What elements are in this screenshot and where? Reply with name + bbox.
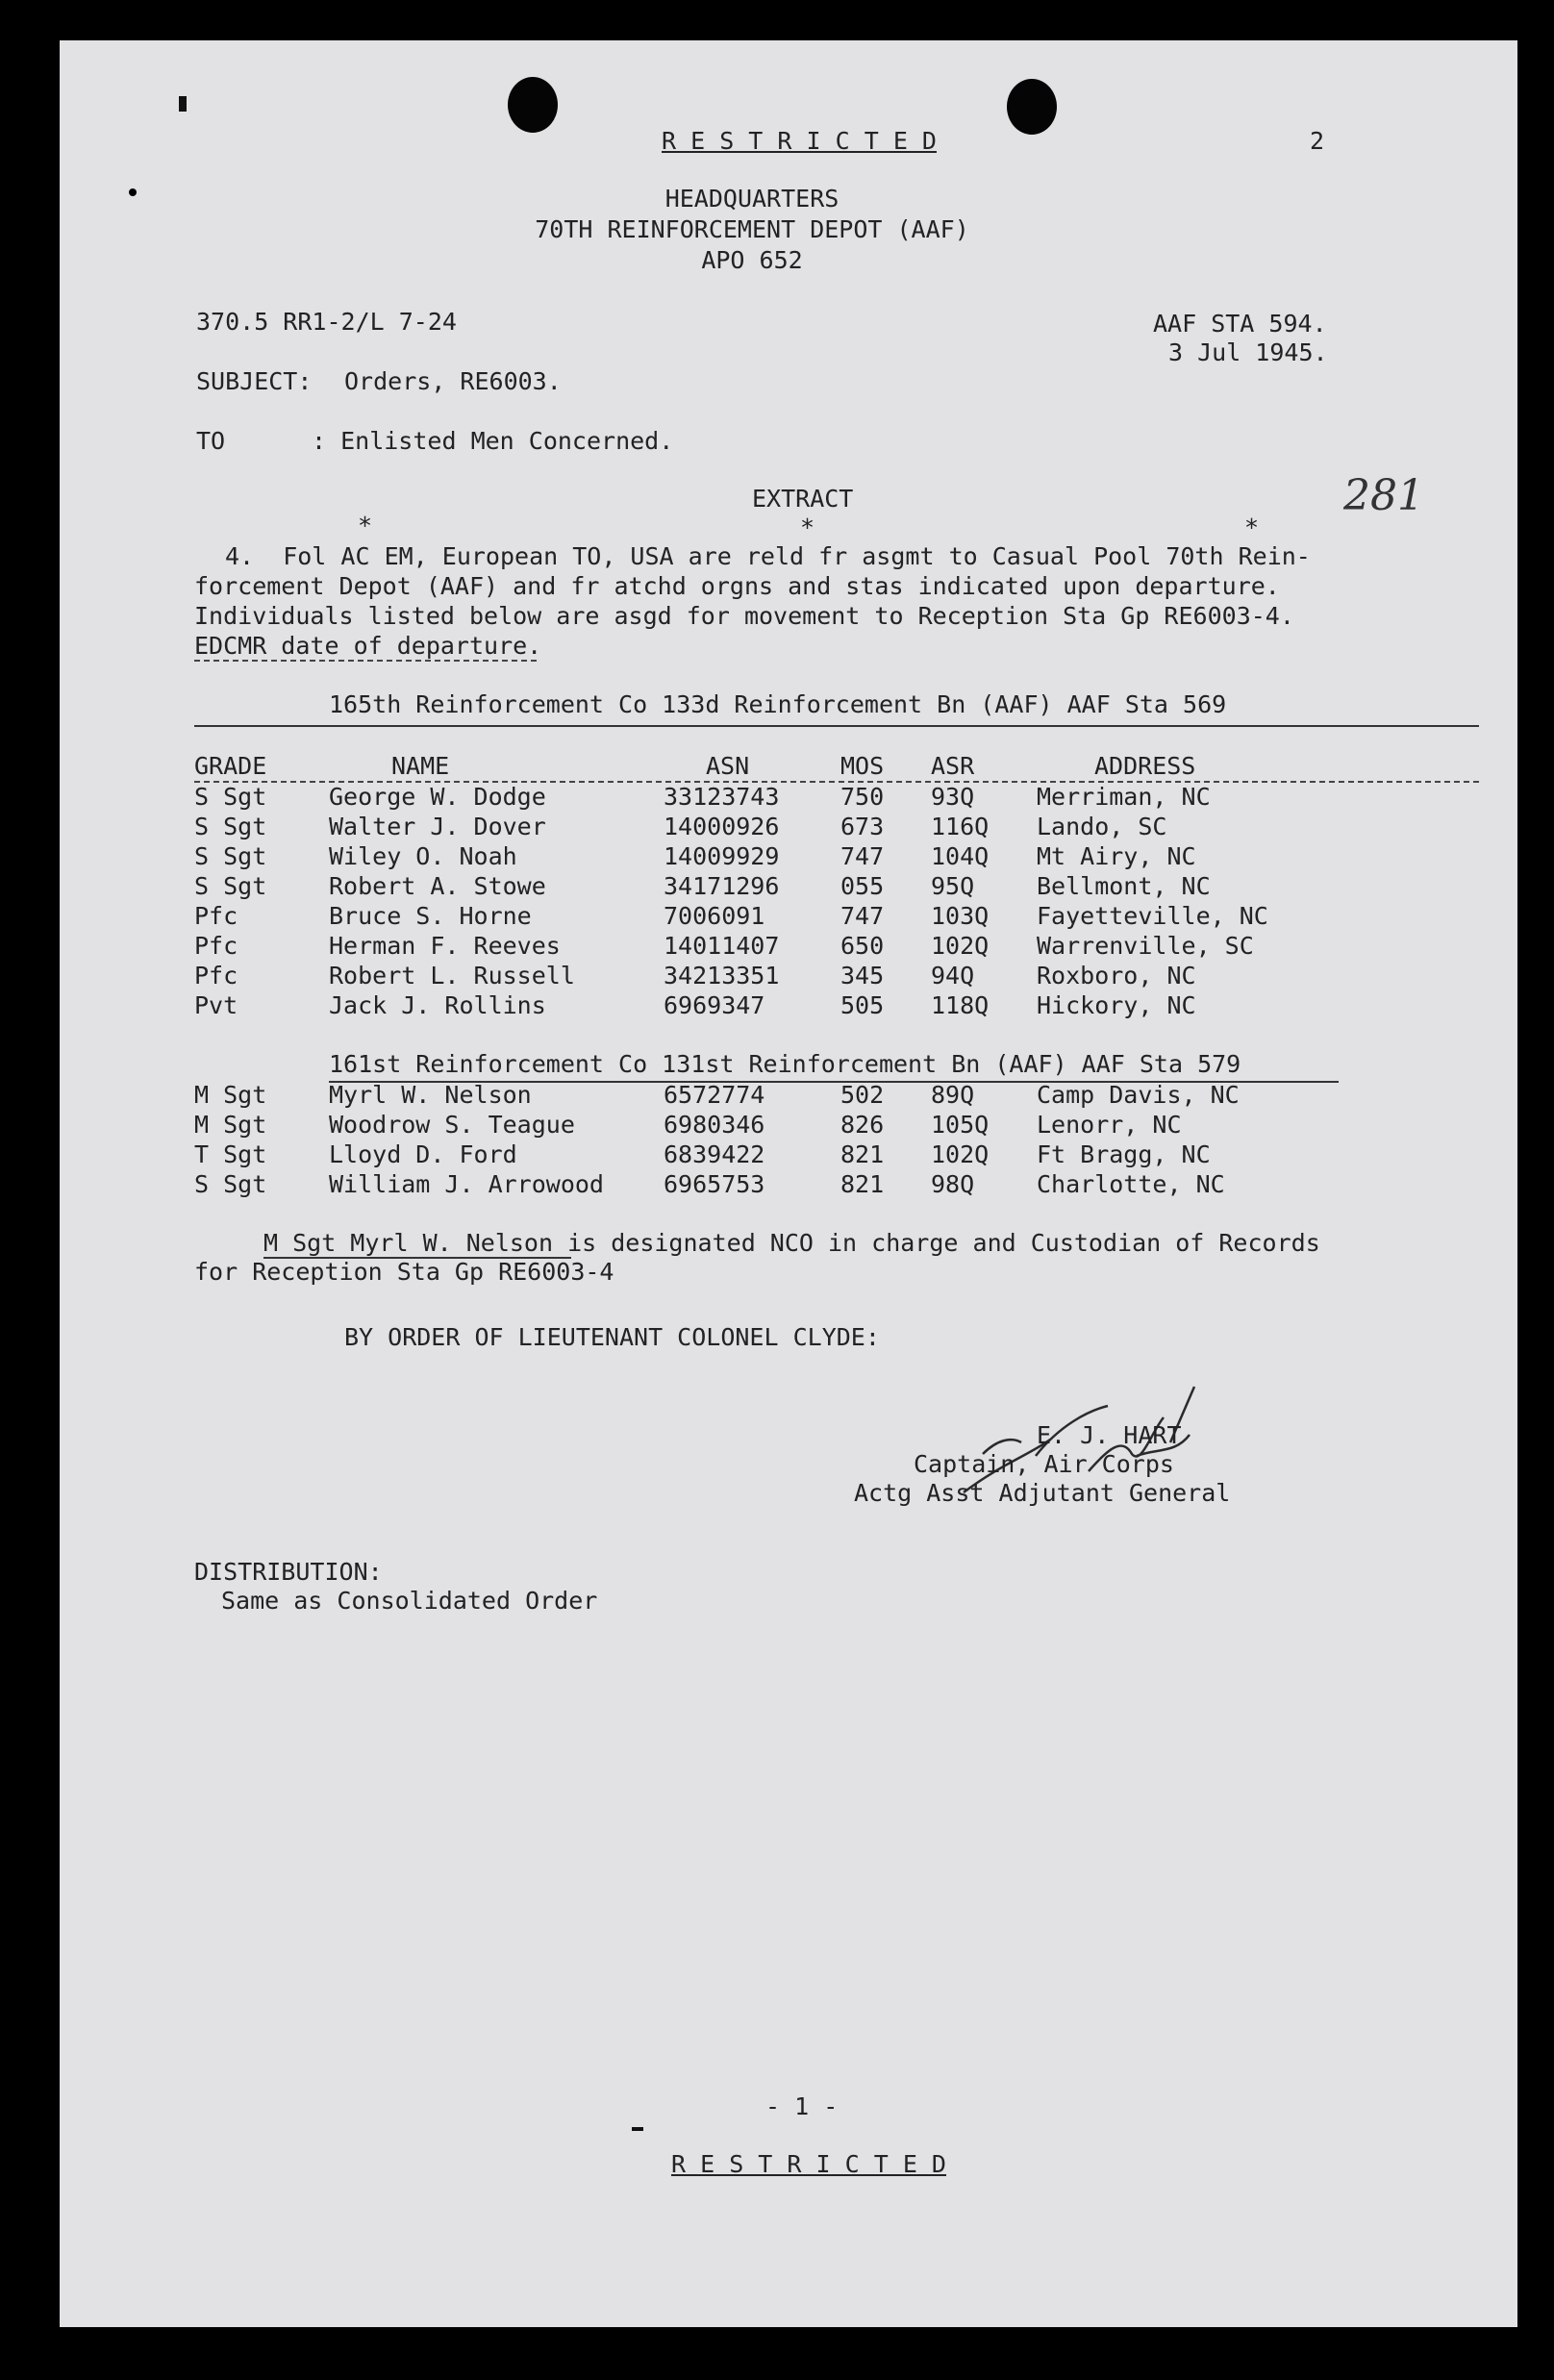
paragraph-line-4: EDCMR date of departure. xyxy=(194,632,542,660)
cell-asr: 118Q xyxy=(931,991,990,1019)
cell-asr: 116Q xyxy=(931,813,990,840)
classification-footer: R E S T R I C T E D xyxy=(671,2150,946,2178)
distribution-value: Same as Consolidated Order xyxy=(221,1587,598,1615)
cell-asr: 102Q xyxy=(931,1140,990,1168)
signer-title-1: Captain, Air Corps xyxy=(914,1450,1174,1478)
cell-name: Bruce S. Horne xyxy=(329,902,532,930)
cell-asr: 102Q xyxy=(931,932,990,960)
cell-asr: 104Q xyxy=(931,842,990,870)
extract-title: EXTRACT xyxy=(752,485,854,513)
section2-title: 161st Reinforcement Co 131st Reinforcement Bn (AAF) AAF Sta 579 xyxy=(329,1050,1241,1078)
cell-mos: 345 xyxy=(840,962,885,990)
org-depot: 70TH REINFORCEMENT DEPOT (AAF) xyxy=(535,215,969,243)
cell-asr: 95Q xyxy=(931,872,975,900)
cell-asr: 94Q xyxy=(931,962,975,990)
classification-header: R E S T R I C T E D xyxy=(662,127,937,155)
cell-name: Walter J. Dover xyxy=(329,813,546,840)
cell-address: Mt Airy, NC xyxy=(1037,842,1196,870)
cell-asr: 93Q xyxy=(931,783,975,811)
cell-asn: 14009929 xyxy=(664,842,780,870)
cell-name: Wiley O. Noah xyxy=(329,842,517,870)
cell-mos: 650 xyxy=(840,932,885,960)
cell-mos: 747 xyxy=(840,842,885,870)
cell-grade: S Sgt xyxy=(194,783,267,811)
ink-mark xyxy=(129,188,137,196)
distribution-label: DISTRIBUTION: xyxy=(194,1558,383,1586)
asterisk-1: * xyxy=(358,512,373,539)
designation-line-1: M Sgt Myrl W. Nelson is designated NCO in charge and Custodian of Records xyxy=(263,1229,1320,1257)
cell-grade: S Sgt xyxy=(194,1170,267,1198)
cell-asn: 6980346 xyxy=(664,1111,765,1139)
cell-address: Charlotte, NC xyxy=(1037,1170,1225,1198)
cell-asn: 6965753 xyxy=(664,1170,765,1198)
cell-address: Roxboro, NC xyxy=(1037,962,1196,990)
cell-grade: S Sgt xyxy=(194,872,267,900)
col-address: ADDRESS xyxy=(1094,752,1196,780)
section1-rule xyxy=(194,725,1479,727)
paragraph-line-3: Individuals listed below are asgd for movement to Reception Sta Gp RE6003-4. xyxy=(194,602,1294,630)
org-apo: APO 652 xyxy=(701,246,803,274)
station: AAF STA 594. xyxy=(1153,310,1327,338)
cell-address: Lando, SC xyxy=(1037,813,1167,840)
cell-name: Lloyd D. Ford xyxy=(329,1140,517,1168)
cell-asr: 105Q xyxy=(931,1111,990,1139)
cell-grade: Pfc xyxy=(194,902,238,930)
by-order: BY ORDER OF LIEUTENANT COLONEL CLYDE: xyxy=(344,1323,880,1351)
cell-asn: 6839422 xyxy=(664,1140,765,1168)
cell-address: Warrenville, SC xyxy=(1037,932,1254,960)
cell-grade: T Sgt xyxy=(194,1140,267,1168)
section1-title: 165th Reinforcement Co 133d Reinforcement Bn (AAF) AAF Sta 569 xyxy=(329,690,1227,718)
cell-mos: 747 xyxy=(840,902,885,930)
cell-grade: M Sgt xyxy=(194,1111,267,1139)
cell-name: Herman F. Reeves xyxy=(329,932,561,960)
ink-mark xyxy=(632,2127,643,2131)
cell-name: Jack J. Rollins xyxy=(329,991,546,1019)
cell-address: Ft Bragg, NC xyxy=(1037,1140,1211,1168)
cell-grade: S Sgt xyxy=(194,813,267,840)
subject-label: SUBJECT: xyxy=(196,367,313,395)
cell-grade: Pfc xyxy=(194,932,238,960)
cell-name: George W. Dodge xyxy=(329,783,546,811)
cell-name: Myrl W. Nelson xyxy=(329,1081,532,1109)
cell-asr: 98Q xyxy=(931,1170,975,1198)
order-date: 3 Jul 1945. xyxy=(1168,338,1328,366)
asterisk-2: * xyxy=(800,514,815,541)
cell-mos: 673 xyxy=(840,813,885,840)
col-asr: ASR xyxy=(931,752,975,780)
paragraph-line-1: 4. Fol AC EM, European TO, USA are reld fr asgmt to Casual Pool 70th Rein- xyxy=(225,542,1311,570)
cell-asn: 7006091 xyxy=(664,902,765,930)
cell-mos: 750 xyxy=(840,783,885,811)
org-headquarters: HEADQUARTERS xyxy=(664,185,840,213)
cell-grade: S Sgt xyxy=(194,842,267,870)
cell-asn: 6572774 xyxy=(664,1081,765,1109)
cell-name: Robert L. Russell xyxy=(329,962,575,990)
punch-hole-right xyxy=(1007,79,1057,135)
cell-mos: 502 xyxy=(840,1081,885,1109)
cell-asr: 89Q xyxy=(931,1081,975,1109)
cell-mos: 826 xyxy=(840,1111,885,1139)
stamp-number: 281 xyxy=(1343,471,1424,520)
cell-name: Robert A. Stowe xyxy=(329,872,546,900)
cell-mos: 821 xyxy=(840,1140,885,1168)
ink-mark xyxy=(179,96,187,112)
cell-grade: Pfc xyxy=(194,962,238,990)
cell-address: Bellmont, NC xyxy=(1037,872,1211,900)
cell-mos: 055 xyxy=(840,872,885,900)
cell-name: William J. Arrowood xyxy=(329,1170,604,1198)
cell-mos: 505 xyxy=(840,991,885,1019)
page-number: 2 xyxy=(1310,127,1325,155)
footer-page-number: - 1 - xyxy=(765,2092,839,2120)
cell-mos: 821 xyxy=(840,1170,885,1198)
designation-line-2: for Reception Sta Gp RE6003-4 xyxy=(194,1258,614,1286)
addressee: : Enlisted Men Concerned. xyxy=(312,427,674,455)
paragraph-line-2: forcement Depot (AAF) and fr atchd orgns and stas indicated upon departure. xyxy=(194,572,1280,600)
cell-asr: 103Q xyxy=(931,902,990,930)
cell-address: Lenorr, NC xyxy=(1037,1111,1182,1139)
cell-asn: 14000926 xyxy=(664,813,780,840)
col-asn: ASN xyxy=(706,752,750,780)
document-page xyxy=(60,40,1517,2327)
cell-address: Merriman, NC xyxy=(1037,783,1211,811)
cell-address: Camp Davis, NC xyxy=(1037,1081,1240,1109)
cell-asn: 14011407 xyxy=(664,932,780,960)
cell-asn: 33123743 xyxy=(664,783,780,811)
subject: Orders, RE6003. xyxy=(344,367,562,395)
cell-asn: 6969347 xyxy=(664,991,765,1019)
cell-grade: M Sgt xyxy=(194,1081,267,1109)
asterisk-3: * xyxy=(1244,514,1260,541)
cell-grade: Pvt xyxy=(194,991,238,1019)
cell-address: Fayetteville, NC xyxy=(1037,902,1268,930)
col-name: NAME xyxy=(391,752,450,780)
cell-name: Woodrow S. Teague xyxy=(329,1111,575,1139)
signer-title-2: Actg Asst Adjutant General xyxy=(854,1479,1231,1507)
signer-name: E. J. HART xyxy=(1037,1421,1182,1449)
to-label: TO xyxy=(196,427,226,455)
cell-address: Hickory, NC xyxy=(1037,991,1196,1019)
col-mos: MOS xyxy=(840,752,885,780)
col-grade: GRADE xyxy=(194,752,267,780)
cell-asn: 34213351 xyxy=(664,962,780,990)
paragraph-underline xyxy=(194,660,537,662)
file-reference: 370.5 RR1-2/L 7-24 xyxy=(196,308,457,336)
punch-hole-left xyxy=(508,77,558,133)
cell-asn: 34171296 xyxy=(664,872,780,900)
